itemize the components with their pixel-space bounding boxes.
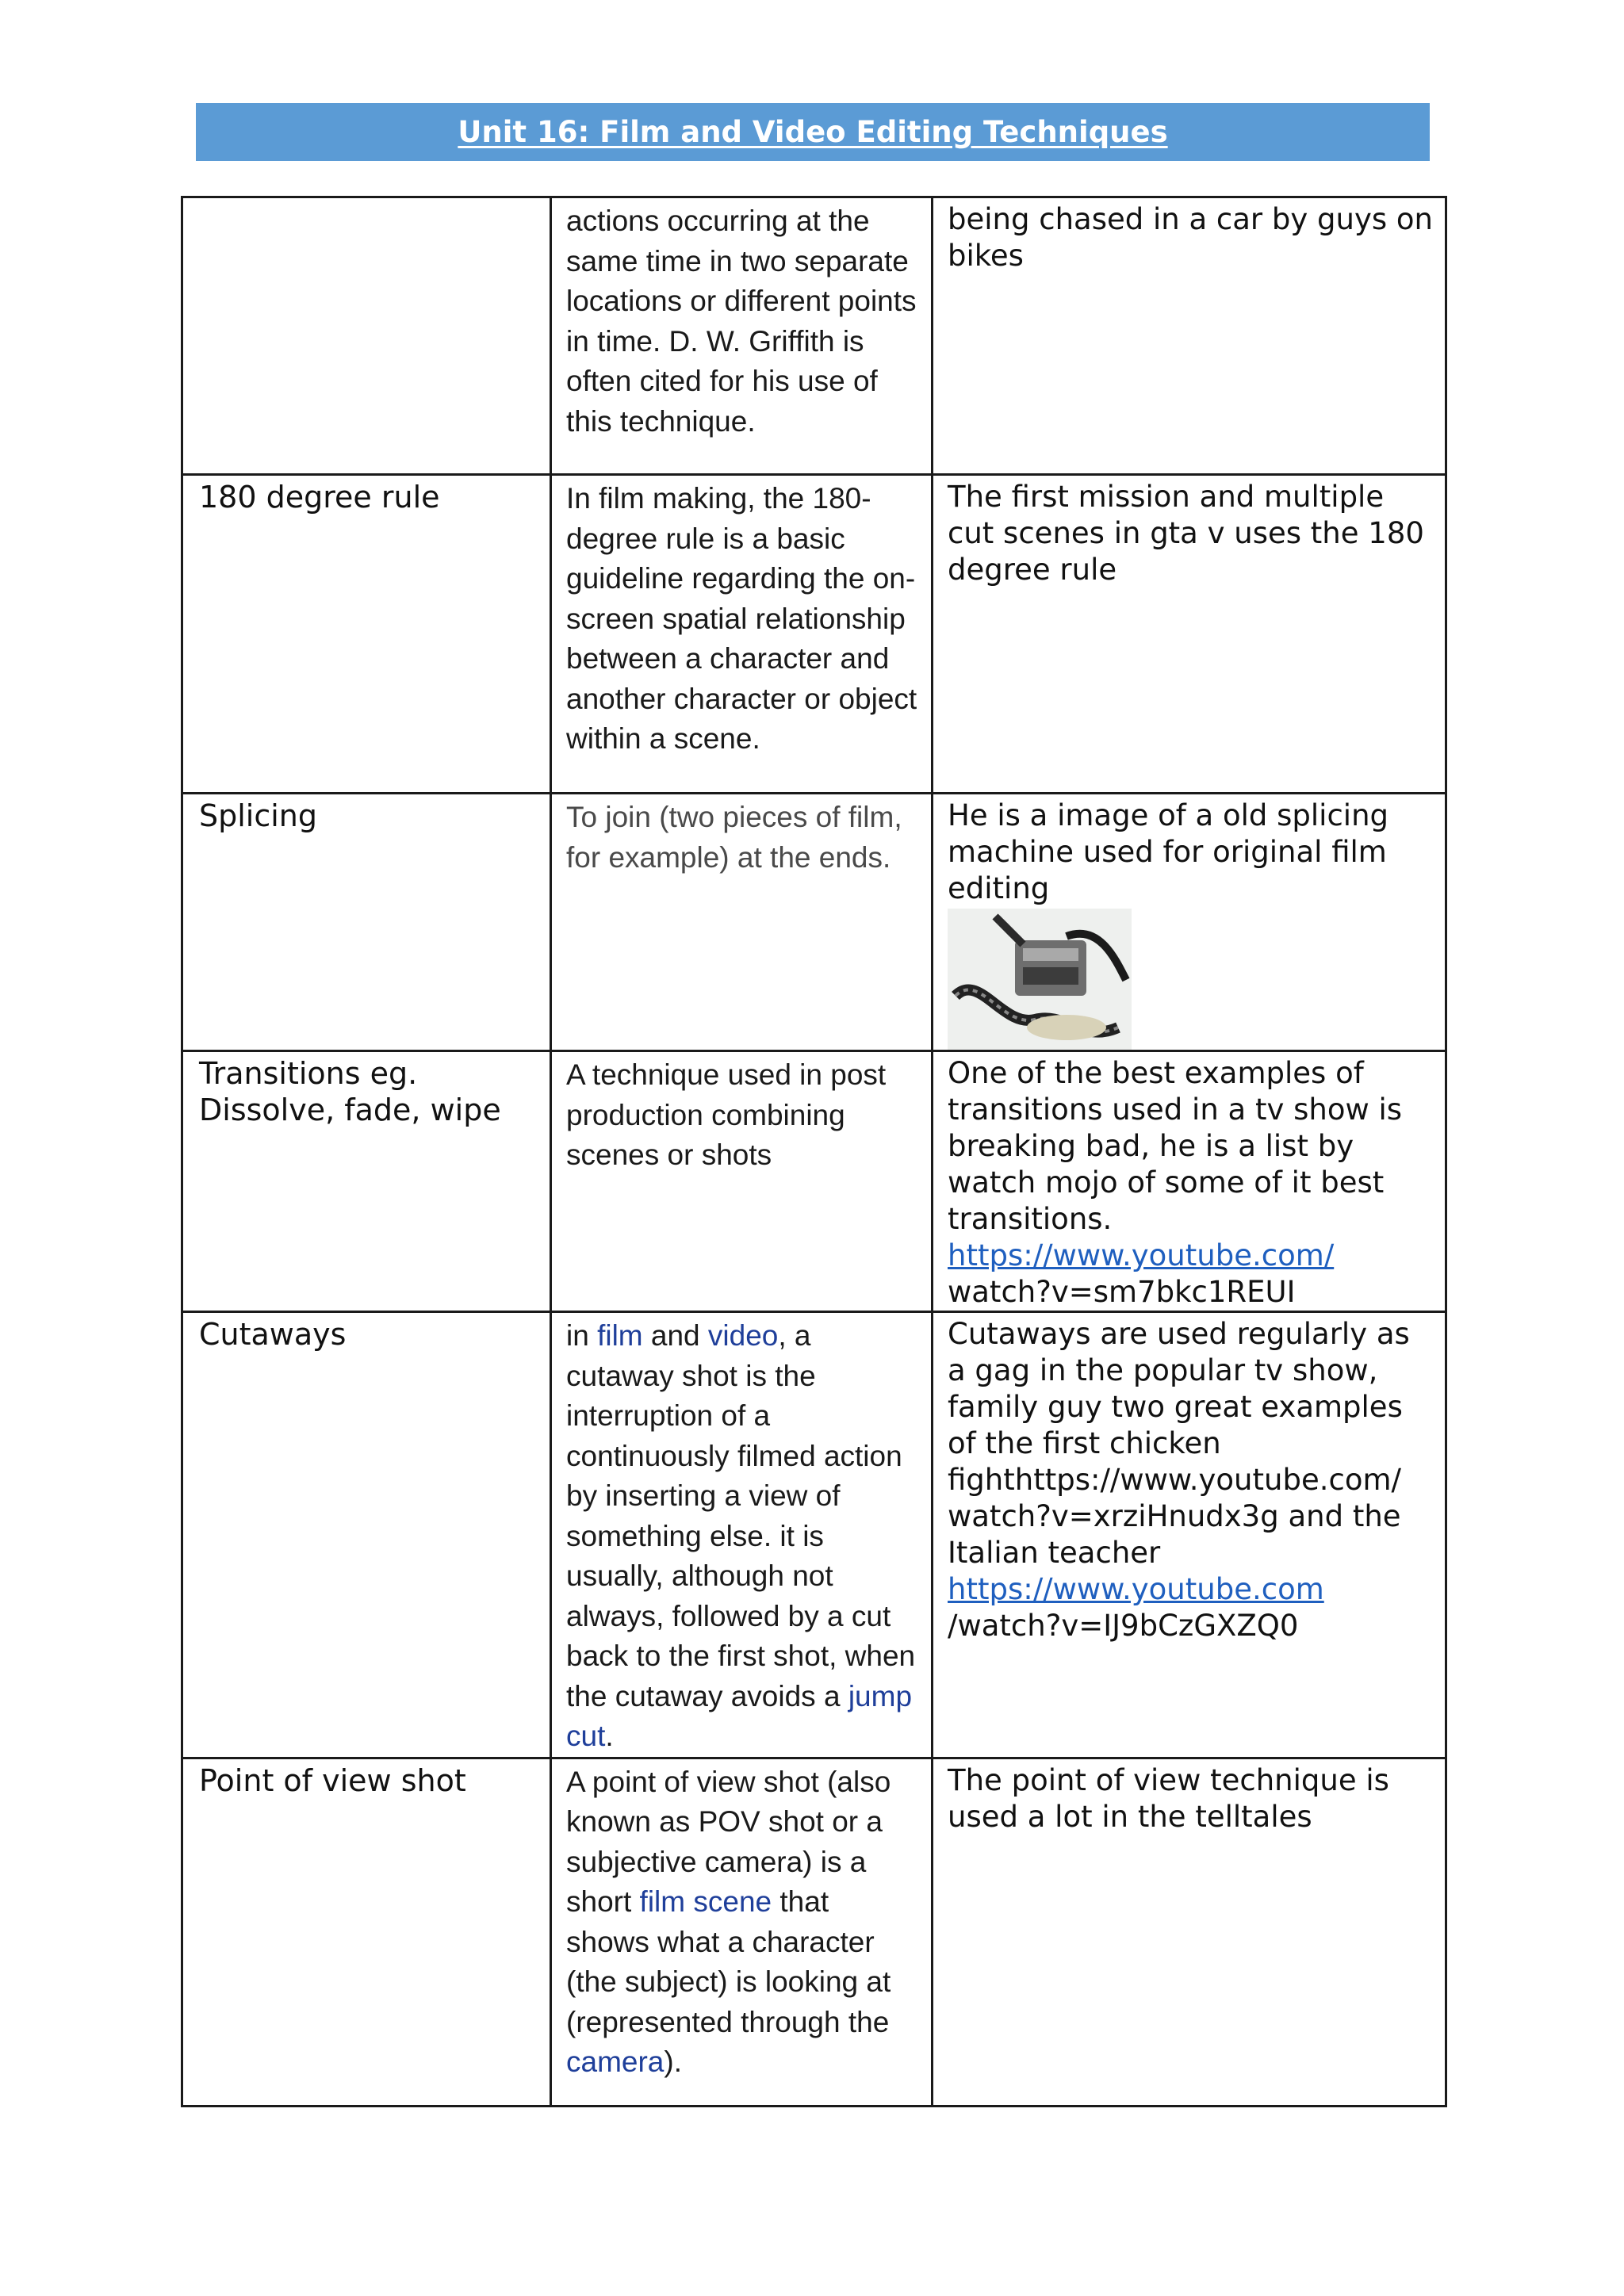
example-text: Cutaways are used regularly as a gag in the popular tv show, family guy two great examples of the first chicken fighthttps://www.youtube.com/ watch?v=xrziHnudx3g and the Italian teacher (948, 1317, 1410, 1570)
table-row (182, 475, 1446, 794)
term-text: Cutaways (199, 1317, 347, 1352)
definition-text: actions occurring at the same time in two separate locations or different points in time. D. W. Griffith is often cited for his use of this technique. (566, 205, 917, 438)
term-cell (182, 475, 551, 794)
table-row (182, 1051, 1446, 1312)
definition-cell (551, 475, 933, 794)
definition-text: , a cutaway shot is the interruption of a continuously filmed action by inserting a view of something else. it is usually, although not always, followed by a cut back to the first shot, when the cutaway avoids a (566, 1319, 916, 1712)
term-text: Point of view shot (199, 1762, 466, 1798)
page-title: Unit 16: Film and Video Editing Techniques (458, 115, 1168, 149)
definition-cell (551, 1758, 933, 2106)
youtube-link[interactable]: https://www.youtube.com (948, 1572, 1324, 1606)
definition-text: A point of view shot (also known as POV shot or a subjective camera) is a short (566, 1765, 891, 1918)
table-row (182, 1312, 1446, 1758)
definition-text: that shows what a character (the subject) is looking at (represented through the (566, 1885, 891, 2038)
term-cell (182, 1758, 551, 2106)
film-scene-link[interactable]: film scene (639, 1885, 772, 1918)
definition-text: . (605, 1720, 614, 1752)
definition-text: ). (664, 2045, 682, 2078)
definition-cell (551, 794, 933, 1051)
splicing-machine-image (948, 909, 1132, 1050)
term-text: Splicing (199, 798, 318, 833)
term-cell (182, 197, 551, 475)
definition-cell (551, 1051, 933, 1312)
example-cell (933, 197, 1446, 475)
youtube-link[interactable]: https://www.youtube.com/ (948, 1238, 1335, 1272)
term-text (183, 198, 550, 201)
example-cell (933, 794, 1446, 1051)
jump-cut-link[interactable]: jump cut (566, 1679, 913, 1752)
example-text: He is a image of a old splicing machine used for original film editing (948, 798, 1389, 905)
term-cell (182, 1051, 551, 1312)
techniques-table (181, 196, 1447, 2107)
definition-text: A technique used in post production combining scenes or shots (566, 1058, 887, 1171)
term-cell (182, 794, 551, 1051)
example-text-tail: /watch?v=IJ9bCzGXZQ0 (948, 1609, 1299, 1643)
table-row (182, 1758, 1446, 2106)
table-row (182, 197, 1446, 475)
term-cell (182, 1312, 551, 1758)
table-row (182, 794, 1446, 1051)
definition-text: and (642, 1319, 708, 1352)
definition-cell (551, 197, 933, 475)
definition-text: In film making, the 180-degree rule is a basic guideline regarding the on-screen spatial relationship between a character and another character or object within a scene. (566, 482, 917, 755)
example-cell (933, 1051, 1446, 1312)
example-text: One of the best examples of transitions used in a tv show is breaking bad, he is a list by watch mojo of some of it best transitions. (948, 1056, 1403, 1236)
film-link[interactable]: film (597, 1319, 643, 1352)
example-text: being chased in a car by guys on bikes (948, 202, 1433, 273)
definition-text: in (566, 1319, 598, 1352)
example-cell (933, 475, 1446, 794)
example-cell (933, 1312, 1446, 1758)
video-link[interactable]: video (707, 1319, 779, 1352)
example-text: The point of view technique is used a lot in the telltales (948, 1762, 1389, 1834)
term-text: 180 degree rule (199, 480, 440, 515)
term-text: Transitions eg. Dissolve, fade, wipe (199, 1056, 501, 1127)
page-header (196, 103, 1430, 161)
example-text-tail: watch?v=sm7bkc1REUI (948, 1275, 1296, 1309)
example-text: The first mission and multiple cut scenes in gta v uses the 180 degree rule (948, 480, 1424, 587)
definition-text: To join (two pieces of film, for example) at the ends. (566, 801, 902, 874)
example-cell (933, 1758, 1446, 2106)
camera-link[interactable]: camera (566, 2045, 665, 2078)
definition-cell (551, 1312, 933, 1758)
